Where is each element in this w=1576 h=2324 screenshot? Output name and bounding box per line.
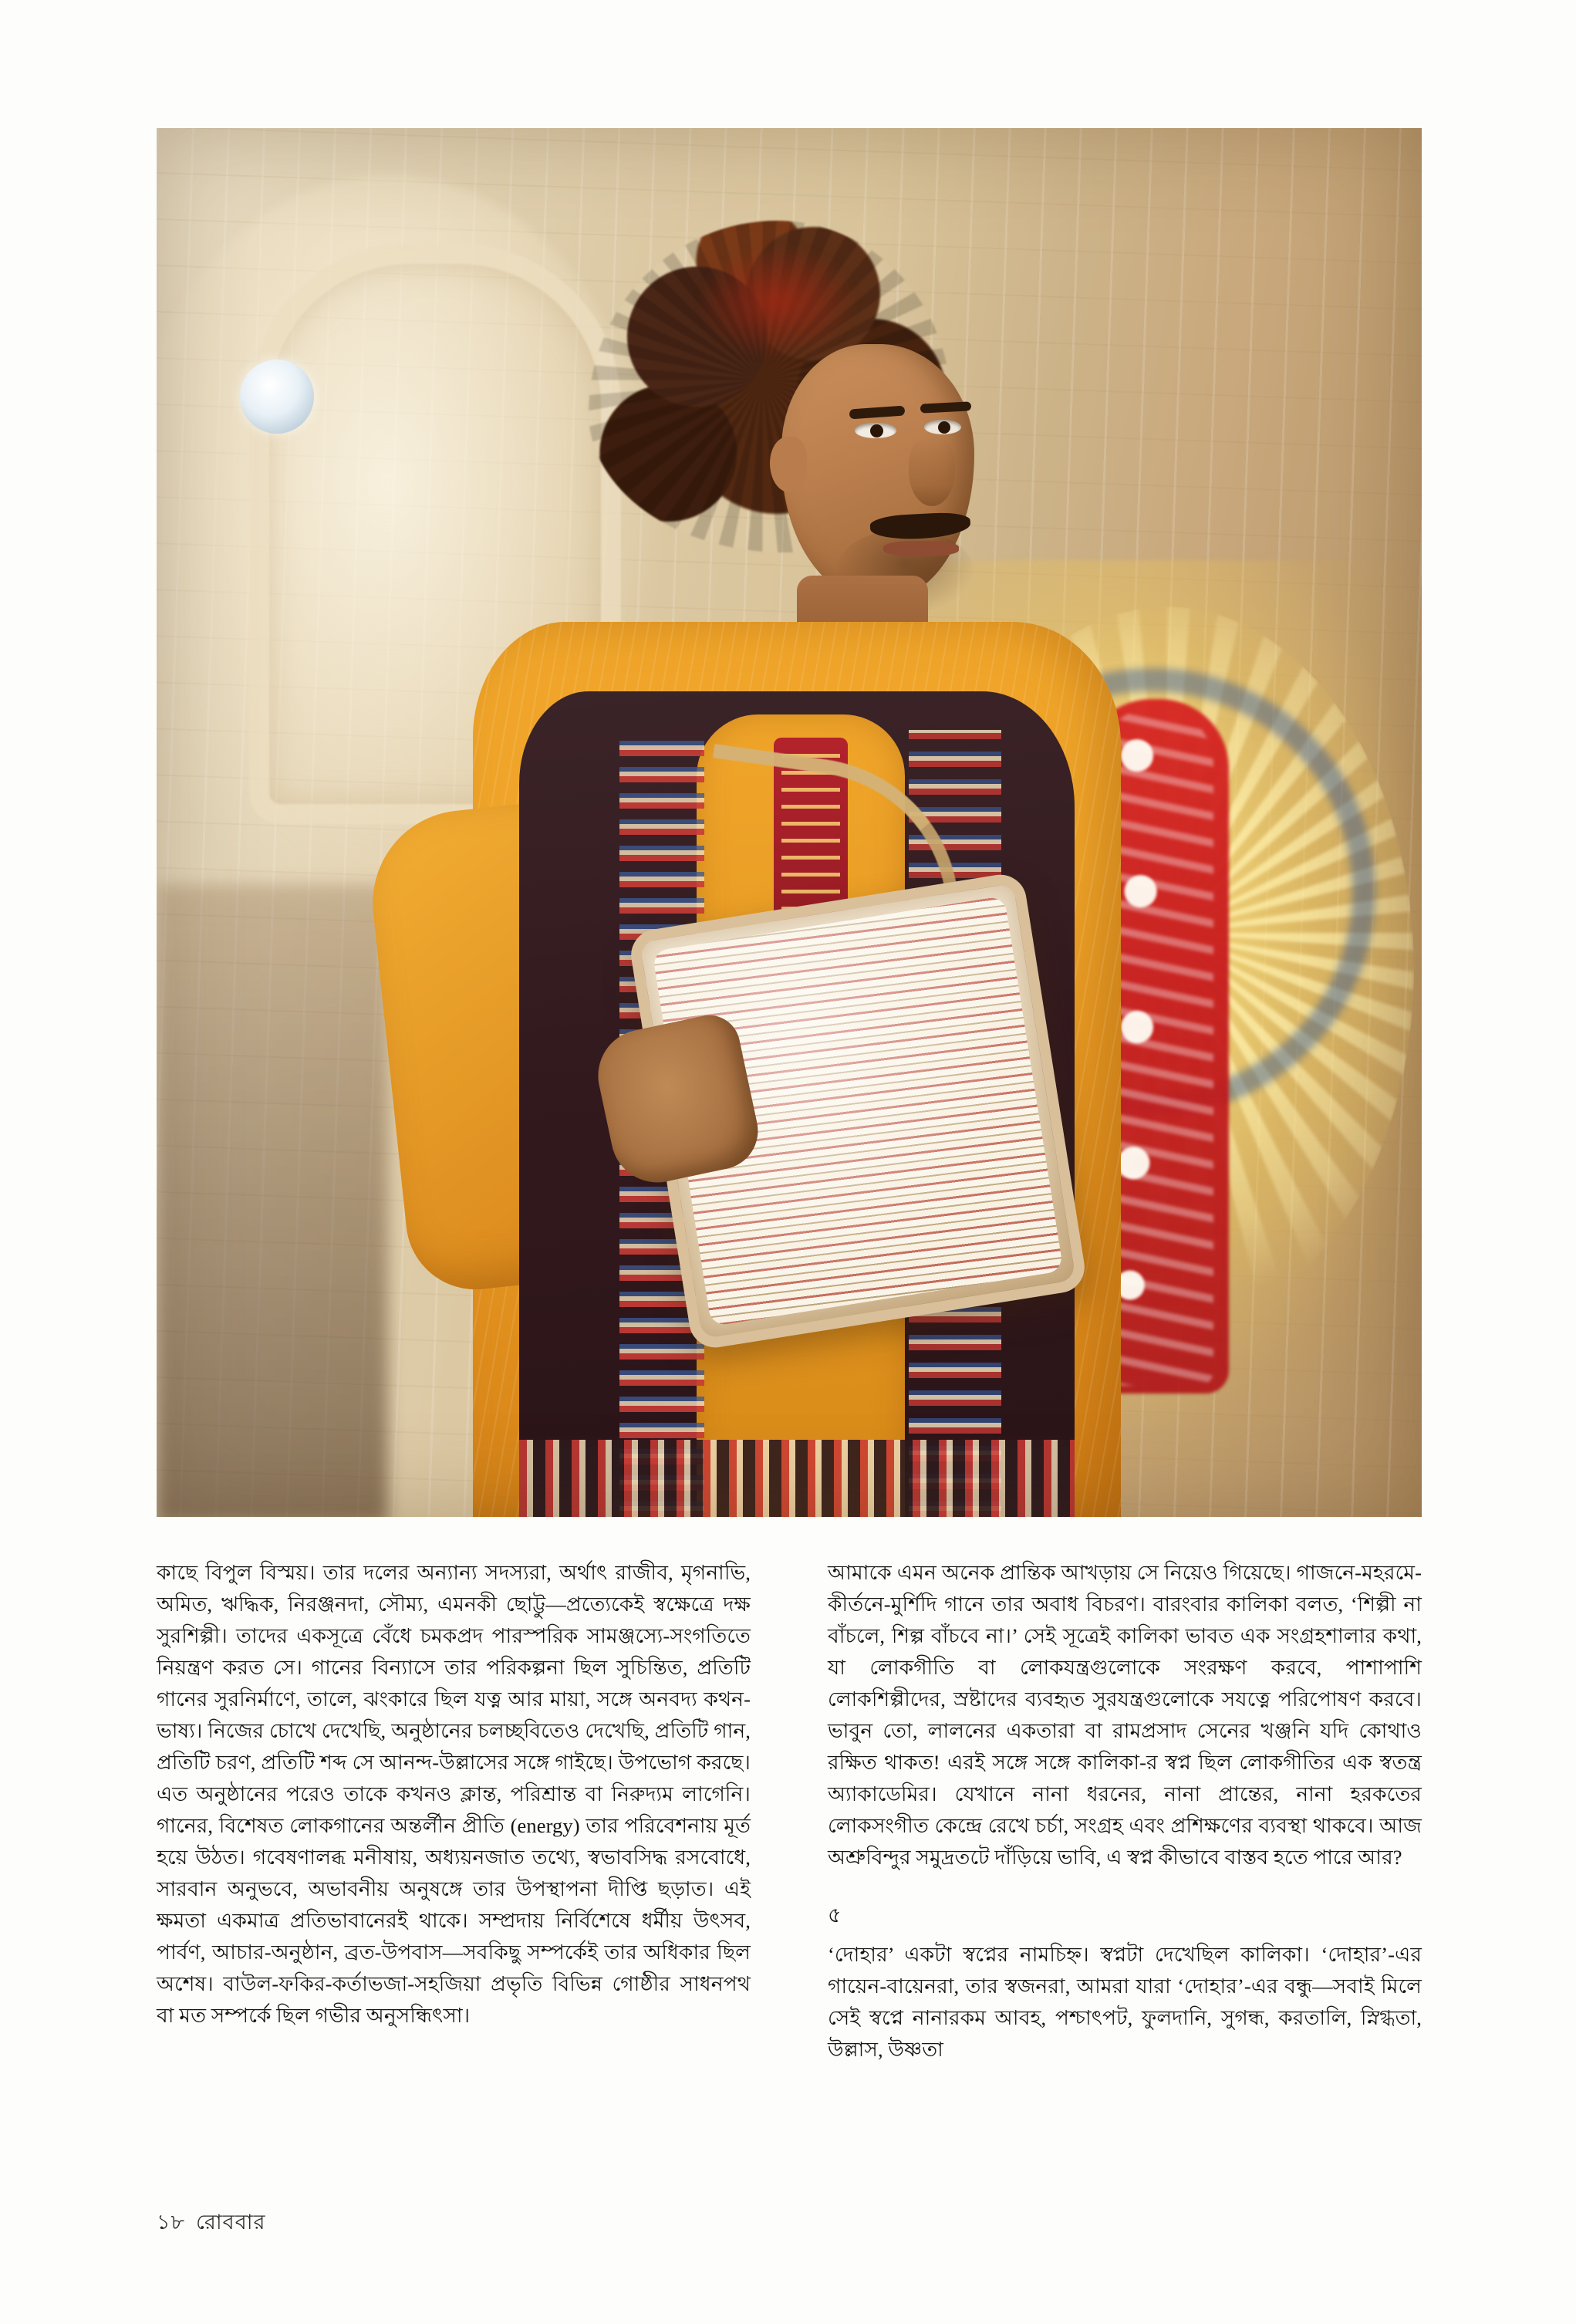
photo-subject-singer: [157, 128, 1422, 1517]
text-column-left: [157, 1557, 751, 2032]
vest-hem-border: [519, 1440, 1075, 1517]
photo-canvas: [157, 128, 1422, 1517]
paragraph: ‘দোহার’ একটা স্বপ্নের নামচিহ্ন। স্বপ্নটা দেখেছিল কালিকা। ‘দোহার’-এর গায়েন-বায়েনরা, তার স্বজনরা, আমরা যারা ‘দোহার’-এর বন্ধু—সবাই মিলে সেই স্বপ্নে নানারকম আবহ, পশ্চাৎপট, ফুলদানি, সুগন্ধ, করতালি, স্নিগ্ধতা, উল্লাস, উষ্ণতা: [828, 1943, 1422, 2061]
paragraph: আমাকে এমন অনেক প্রান্তিক আখড়ায় সে নিয়েও গিয়েছে। গাজনে-মহরমে-কীর্তনে-মুর্শিদি গানে তার অবাধ বিচরণ। বারংবার কালিকা বলত, ‘শিল্পী না বাঁচলে, শিল্প বাঁচবে না।’ সেই সূত্রেই কালিকা ভাবত এক সংগ্রহশালার কথা, যা লোকগীতি বা লোকযন্ত্রগুলোকে সংরক্ষণ করবে, পাশাপাশি লোকশিল্পীদের, স্রষ্টাদের ব্যবহৃত সুরযন্ত্রগুলোকে সযত্নে পরিপোষণ করবে। ভাবুন তো, লালনের একতারা বা রামপ্রসাদ সেনের খঞ্জনি যদি কোথাও রক্ষিত থাকত! এরই সঙ্গে সঙ্গে কালিকা-র স্বপ্ন ছিল লোকগীতির এক স্বতন্ত্র অ্যাকাডেমির। যেখানে নানা ধরনের, নানা প্রান্তের, নানা হরকতের লোকসংগীত কেন্দ্রে রেখে চর্চা, সংগ্রহ এবং প্রশিক্ষণের ব্যবস্থা থাকবে। আজ অশ্রুবিন্দুর সমুদ্রতটে দাঁড়িয়ে ভাবি, এ স্বপ্ন কীভাবে বাস্তব হতে পারে আর?: [828, 1561, 1422, 1869]
paragraph: কাছে বিপুল বিস্ময়। তার দলের অন্যান্য সদস্যরা, অর্থাৎ রাজীব, মৃগনাভি, অমিত, ঋদ্ধিক, নিরঞ্জনদা, সৌম্য, এমনকী ছোট্টু—প্রত্যেকেই স্বক্ষেত্রে দক্ষ সুরশিল্পী। তাদের একসূত্রে বেঁধে চমকপ্রদ পারস্পরিক সামঞ্জস্যে-সংগতিতে নিয়ন্ত্রণ করত সে। গানের বিন্যাসে তার পরিকল্পনা ছিল সুচিন্তিত, প্রতিটি গানের সুরনির্মাণে, তালে, ঝংকারে ছিল যত্ন আর মায়া, সঙ্গে অনবদ্য কথন-ভাষ্য। নিজের চোখে দেখেছি, অনুষ্ঠানের চলচ্ছবিতেও দেখেছি, প্রতিটি গান, প্রতিটি চরণ, প্রতিটি শব্দ সে আনন্দ-উল্লাসের সঙ্গে গাইছে। উপভোগ করছে। এত অনুষ্ঠানের পরেও তাকে কখনও ক্লান্ত, পরিশ্রান্ত বা নিরুদ্যম লাগেনি। গানের, বিশেষত লোকগানের অন্তর্লীন প্রীতি (energy) তার পরিবেশনায় মূর্ত হয়ে উঠত। গবেষণালব্ধ মনীষায়, অধ্যয়নজাত তথ্যে, স্বভাবসিদ্ধ রসবোধে, সারবান অনুভবে, অভাবনীয় অনুষঙ্গে তার উপস্থাপনা দীপ্তি ছড়াত। এই ক্ষমতা একমাত্র প্রতিভাবানেরই থাকে। সম্প্রদায় নির্বিশেষে ধর্মীয় উৎসব, পার্বণ, আচার-অনুষ্ঠান, ব্রত-উপবাস—সবকিছু সম্পর্কেই তার অধিকার ছিল অশেষ। বাউল-ফকির-কর্তাভজা-সহজিয়া প্রভৃতি বিভিন্ন গোষ্ঠীর সাধনপথ বা মত সম্পর্কে ছিল গভীর অনুসন্ধিৎসা।: [157, 1561, 751, 2027]
subject-nose: [909, 437, 955, 506]
subject-lips: [883, 541, 959, 556]
folio-publication: রোববার: [196, 2211, 266, 2234]
text-column-right: [828, 1557, 1422, 2066]
subject-hair-highlight: [697, 244, 859, 360]
section-number: ৫: [828, 1903, 842, 1927]
subject-eye-right: [924, 420, 961, 434]
subject-eye-left: [855, 423, 896, 438]
folio-number: ১৮: [157, 2211, 186, 2234]
page-folio: [157, 2207, 265, 2241]
subject-ear: [770, 437, 807, 492]
article-photo: [157, 128, 1422, 1517]
